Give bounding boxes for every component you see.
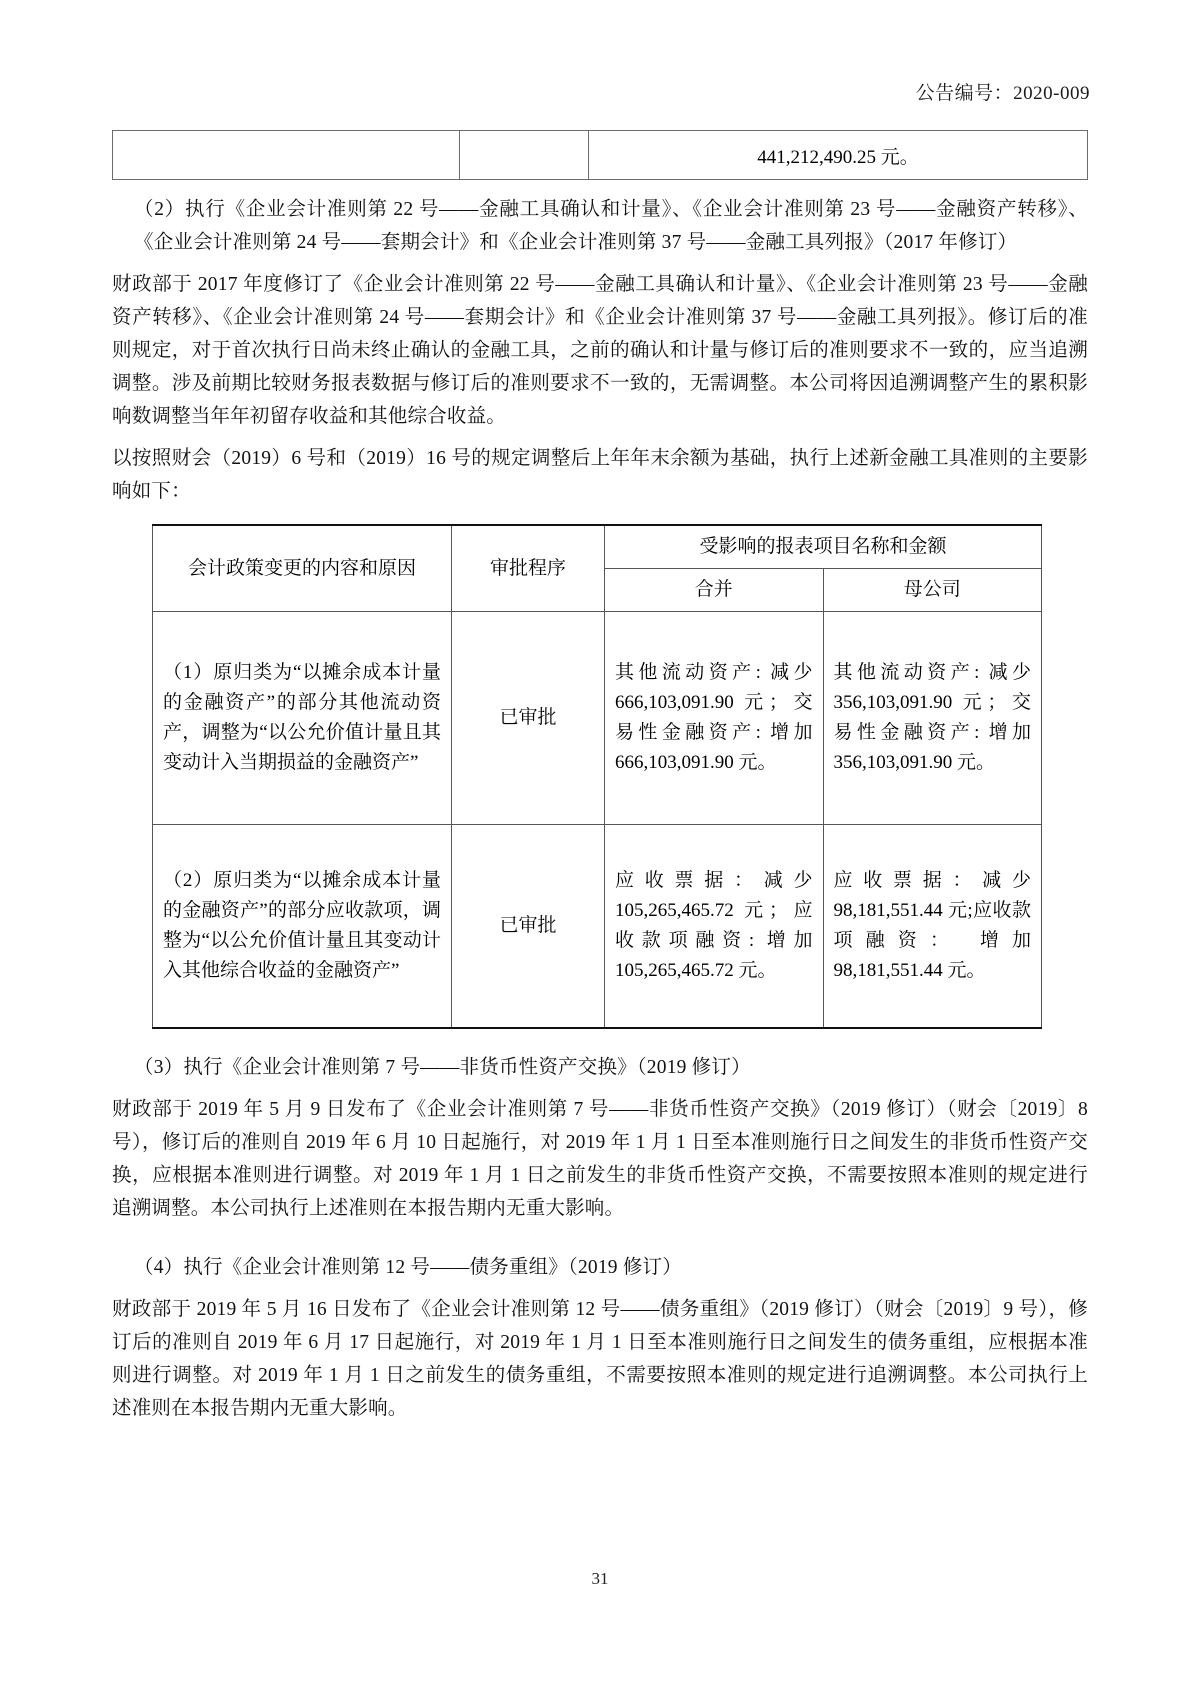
section-4-paragraph-1: 财政部于 2019 年 5 月 16 日发布了《企业会计准则第 12 号——债务重组》（2019 修订）（财会〔2019〕9 号），修订后的准则自 2019 年 6 月 17 日起施行，对 2019 年 1 月 1 日至本准则施行日之间发生的债务重组，应根据本准则进行调整。对 2019 年 1 月 1 日之前发生的债务重组，不需要按照本准则的规定进行追溯调整。本公司执行上述准则在本报告期内无重大影响。 [112, 1299, 1088, 1419]
policy-change-table-wrapper [152, 524, 1042, 1029]
section-2-paragraph-1: 财政部于 2017 年度修订了《企业会计准则第 22 号——金融工具确认和计量》、《企业会计准则第 23 号——金融资产转移》、《企业会计准则第 24 号——套期会计》和《企业会计准则第 37 号——金融工具列报》。修订后的准则规定，对于首次执行日尚未终止确认的金融工具，之前的确认和计量与修订后的准则要求不一致的，应当追溯调整。涉及前期比较财务报表数据与修订后的准则要求不一致的，无需调整。本公司将因追溯调整产生的累积影响数调整当年年初留存收益和其他综合收益。 [112, 274, 1088, 427]
header-consolidated: 合并 [605, 569, 824, 612]
row-2-parent: 应 收 票 据 ： 减 少 98,181,551.44 元;应收款项融资： 增加 98,181,551.44 元。 [823, 825, 1042, 1029]
page-number: 31 [591, 1569, 609, 1588]
top-table-cell-1 [113, 131, 460, 180]
section-4-heading: （4）执行《企业会计准则第 12 号——债务重组》（2019 修订） [134, 1257, 682, 1278]
table-row [153, 825, 1042, 1029]
section-3-paragraph-1: 财政部于 2019 年 5 月 9 日发布了《企业会计准则第 7 号——非货币性资产交换》（2019 修订）（财会〔2019〕8 号），修订后的准则自 2019 年 6 月 10 日起施行，对 2019 年 1 月 1 日至本准则施行日之间发生的非货币性资产交换，应根据本准则进行调整。对 2019 年 1 月 1 日之前发生的非货币性资产交换，不需要按照本准则的规定进行追溯调整。本公司执行上述准则在本报告期内无重大影响。 [112, 1099, 1088, 1219]
top-partial-table [112, 130, 1088, 180]
announcement-code: 公告编号：2020-009 [915, 83, 1090, 104]
header-affected-items: 受影响的报表项目名称和金额 [605, 525, 1042, 569]
table-row [113, 131, 1088, 180]
page-content [112, 130, 1088, 1425]
row-1-approval: 已审批 [452, 612, 605, 825]
row-1-parent: 其他流动资产: 减少 356,103,091.90 元；交易性金融资产: 增加 356,103,091.90 元。 [823, 612, 1042, 825]
section-2-paragraph-2: 以按照财会（2019）6 号和（2019）16 号的规定调整后上年年末余额为基础，执行上述新金融工具准则的主要影响如下： [112, 448, 1088, 502]
row-1-consolidated: 其他流动资产: 减少 666,103,091.90 元；交易性金融资产: 增加 666,103,091.90 元。 [605, 612, 824, 825]
row-2-content-reason: （2）原归类为“以摊余成本计量的金融资产”的部分应收款项，调整为“以公允价值计量且其变动计入其他综合收益的金融资产” [153, 825, 452, 1029]
section-2-heading: （2）执行《企业会计准则第 22 号——金融工具确认和计量》、《企业会计准则第 23 号——金融资产转移》、《企业会计准则第 24 号——套期会计》和《企业会计准则第 37 号——金融工具列报》（2017 年修订） [134, 199, 1088, 253]
header-content-reason: 会计政策变更的内容和原因 [153, 525, 452, 612]
row-2-consolidated: 应 收 票 据 ： 减 少 105,265,465.72 元；应收款项融资: 增加 105,265,465.72 元。 [605, 825, 824, 1029]
header-parent-company: 母公司 [823, 569, 1042, 612]
top-table-cell-2 [460, 131, 589, 180]
row-2-approval: 已审批 [452, 825, 605, 1029]
header-approval: 审批程序 [452, 525, 605, 612]
table-header-row [153, 525, 1042, 569]
policy-change-table [152, 524, 1042, 1029]
table-row [153, 612, 1042, 825]
row-1-content-reason: （1）原归类为“以摊余成本计量的金融资产”的部分其他流动资产，调整为“以公允价值计量且其变动计入当期损益的金融资产” [153, 612, 452, 825]
top-table-cell-3: 441,212,490.25 元。 [589, 131, 1088, 180]
section-3-heading: （3）执行《企业会计准则第 7 号——非货币性资产交换》（2019 修订） [134, 1057, 751, 1078]
